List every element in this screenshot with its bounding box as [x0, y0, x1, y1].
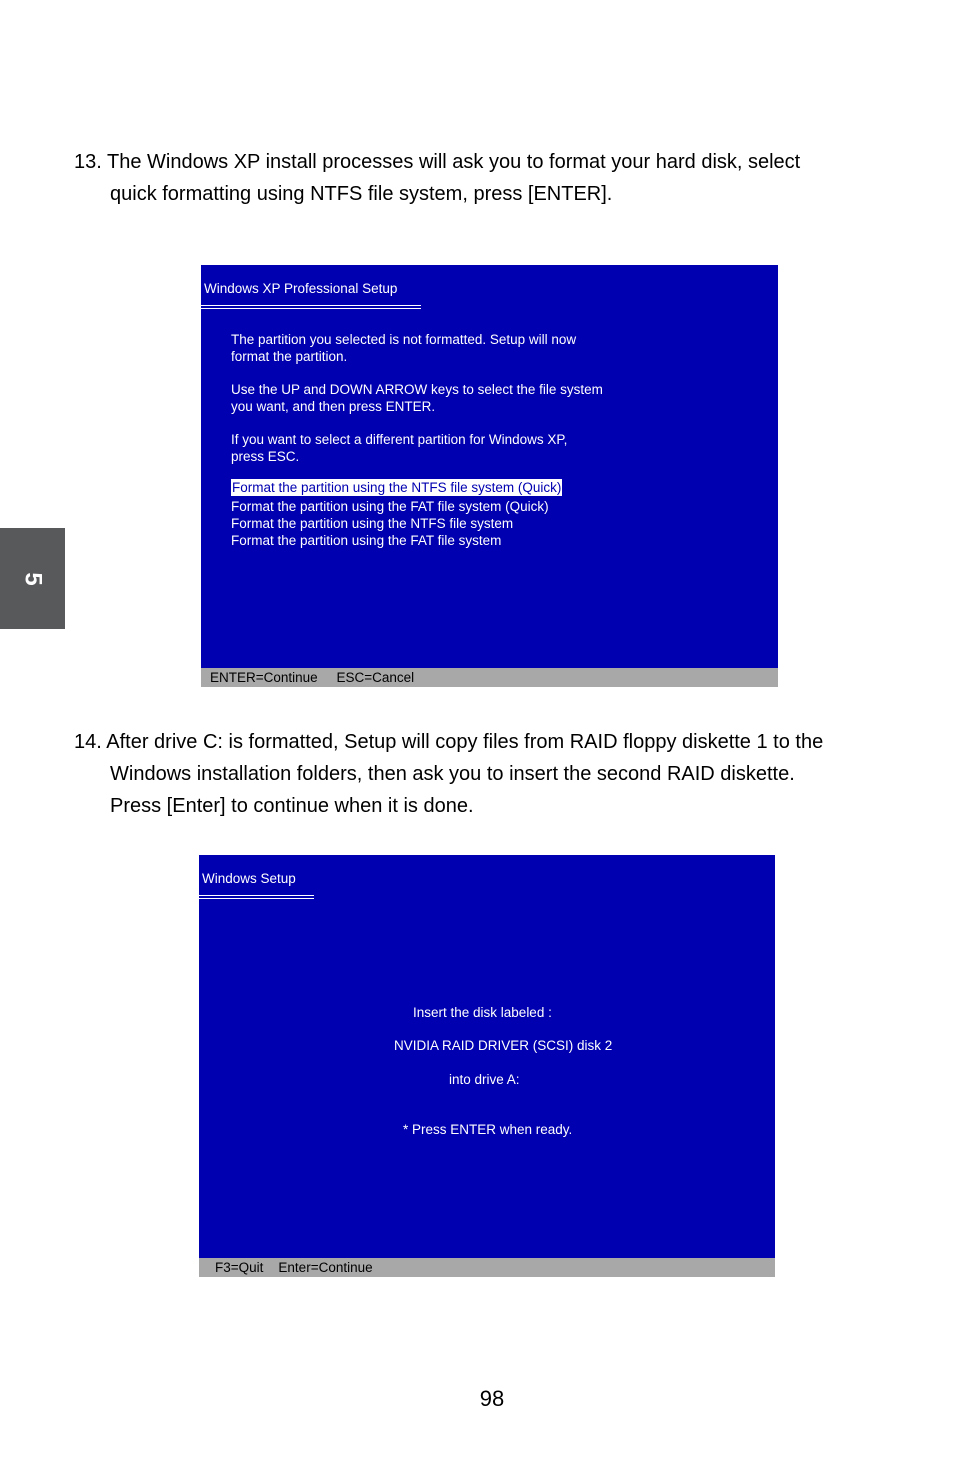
step-14-line-2: Windows installation folders, then ask you to insert the second RAID diskette.: [110, 763, 795, 785]
option-fat-quick[interactable]: Format the partition using the FAT file system (Quick): [231, 499, 549, 514]
status-f3-quit: F3=Quit: [215, 1260, 264, 1275]
step-14-line-3: Press [Enter] to continue when it is done.: [110, 795, 474, 817]
esc-line-2: press ESC.: [231, 449, 300, 464]
option-fat[interactable]: Format the partition using the FAT file system: [231, 533, 502, 548]
step-14-line-1: 14. After drive C: is formatted, Setup will copy files from RAID floppy diskette 1 to the: [74, 731, 824, 753]
windows-setup-insert-disk-screen: [199, 855, 775, 1277]
insert-disk-label: Insert the disk labeled :: [413, 1005, 552, 1020]
format-notice-text: [231, 331, 576, 365]
title-underline: [199, 895, 314, 899]
status-esc-cancel: ESC=Cancel: [336, 670, 415, 685]
option-ntfs-quick[interactable]: Format the partition using the NTFS file system (Quick): [232, 480, 562, 495]
format-notice-line-2: format the partition.: [231, 349, 348, 364]
chapter-tab: [0, 528, 65, 629]
drive-label: into drive A:: [449, 1072, 520, 1087]
status-bar: [199, 1258, 775, 1277]
xp-setup-format-screen: [201, 265, 778, 687]
esc-instructions: [231, 431, 567, 465]
esc-line-1: If you want to select a different partition for Windows XP,: [231, 432, 568, 447]
page-number: 98: [479, 1386, 505, 1411]
step-13-line-2: quick formatting using NTFS file system, press [ENTER].: [110, 183, 613, 205]
step-13-instructions: [74, 146, 800, 210]
status-enter-continue: Enter=Continue: [278, 1260, 373, 1275]
arrow-keys-line-2: you want, and then press ENTER.: [231, 399, 436, 414]
screen-title: Windows Setup: [202, 871, 296, 886]
step-13-line-1: 13. The Windows XP install processes will ask you to format your hard disk, select: [74, 151, 801, 173]
status-enter-continue: ENTER=Continue: [210, 670, 318, 685]
format-options-list: [231, 479, 562, 549]
format-notice-line-1: The partition you selected is not formatted. Setup will now: [231, 332, 577, 347]
screen-title: Windows XP Professional Setup: [204, 281, 398, 296]
title-underline: [201, 305, 421, 309]
disk-name: NVIDIA RAID DRIVER (SCSI) disk 2: [394, 1038, 613, 1053]
status-bar: [201, 668, 778, 687]
arrow-keys-instructions: [231, 381, 603, 415]
step-14-instructions: [74, 726, 823, 822]
arrow-keys-line-1: Use the UP and DOWN ARROW keys to select the file system: [231, 382, 603, 397]
option-ntfs[interactable]: Format the partition using the NTFS file system: [231, 516, 514, 531]
press-enter-prompt: * Press ENTER when ready.: [403, 1122, 573, 1137]
chapter-number: 5: [19, 571, 47, 586]
